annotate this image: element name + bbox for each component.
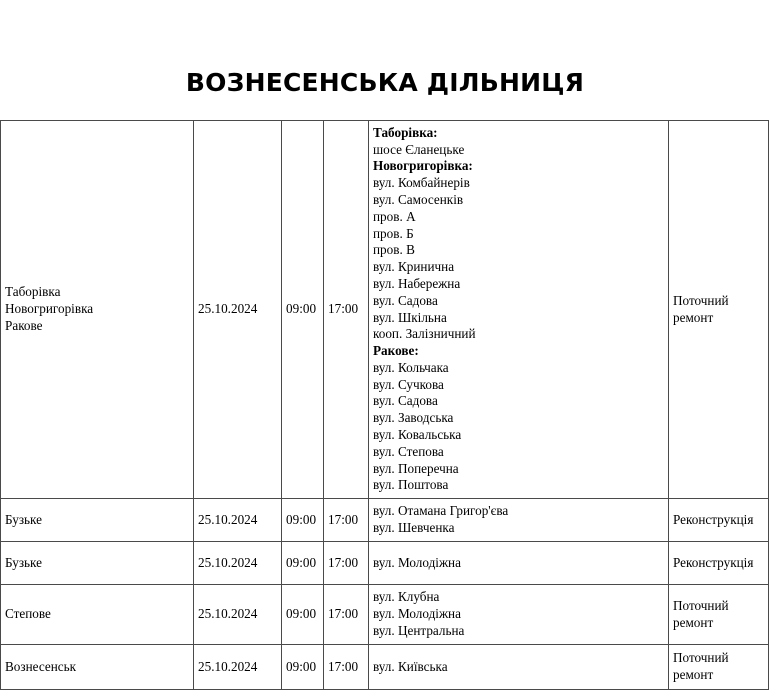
cell-line: Новогригорівка: <box>373 158 473 174</box>
cell-line: вул. Поперечна <box>373 460 459 476</box>
cell-line: вул. Шкільна <box>373 309 447 325</box>
cell-line: ремонт <box>673 667 714 682</box>
cell-line: вул. Кольчака <box>373 359 449 375</box>
streets-cell <box>369 542 669 585</box>
settlement-cell <box>1 121 194 499</box>
cell-line: вул. Самосенків <box>373 191 464 207</box>
time-to-cell: 17:00 <box>324 499 369 542</box>
cell-line: Поточний <box>673 597 729 613</box>
cell-line: вул. Клубна <box>373 589 440 605</box>
time-to-cell: 17:00 <box>324 542 369 585</box>
work-type-cell <box>669 121 769 499</box>
time-from-cell: 09:00 <box>282 121 324 499</box>
cell-line: Степове <box>5 606 51 622</box>
table-row <box>1 585 769 645</box>
cell-line: Бузьке <box>5 511 42 527</box>
cell-line: Ракове <box>5 317 43 333</box>
cell-line: вул. Центральна <box>373 622 465 638</box>
work-type-cell <box>669 645 769 690</box>
date-cell: 25.10.2024 <box>194 121 282 499</box>
cell-line: пров. Б <box>373 225 414 241</box>
cell-line: вул. Молодіжна <box>373 554 461 570</box>
cell-line: Таборівка <box>5 284 61 300</box>
page-title: ВОЗНЕСЕНСЬКА ДІЛЬНИЦЯ <box>185 68 585 97</box>
time-from-cell: 09:00 <box>282 542 324 585</box>
cell-line: пров. В <box>373 242 415 258</box>
table-row <box>1 499 769 542</box>
cell-line: вул. Набережна <box>373 275 461 291</box>
cell-line: Ракове: <box>373 343 419 359</box>
settlement-cell <box>1 542 194 585</box>
cell-line: вул. Кринична <box>373 259 455 275</box>
cell-line: Бузьке <box>5 554 42 570</box>
time-from-cell: 09:00 <box>282 645 324 690</box>
cell-line: Таборівка: <box>373 124 438 140</box>
cell-line: ремонт <box>673 614 714 630</box>
cell-line: вул. Ковальська <box>373 427 462 443</box>
cell-line: вул. Поштова <box>373 477 449 493</box>
time-to-cell: 17:00 <box>324 585 369 645</box>
table-body <box>1 121 769 690</box>
time-to-cell: 17:00 <box>324 645 369 690</box>
date-cell: 25.10.2024 <box>194 542 282 585</box>
streets-cell <box>369 121 669 499</box>
settlement-cell <box>1 585 194 645</box>
cell-line: вул. Молодіжна <box>373 606 461 622</box>
cell-line: кооп. Залізничний <box>373 326 476 342</box>
cell-line: пров. А <box>373 208 416 224</box>
cell-line: Реконструкція <box>673 554 754 570</box>
cell-line: шосе Єланецьке <box>373 141 465 157</box>
cell-line: вул. Комбайнерів <box>373 175 470 191</box>
time-to-cell: 17:00 <box>324 121 369 499</box>
date-cell: 25.10.2024 <box>194 585 282 645</box>
settlement-cell <box>1 645 194 690</box>
cell-line: вул. Київська <box>373 658 448 674</box>
work-type-cell <box>669 585 769 645</box>
settlement-cell <box>1 499 194 542</box>
cell-line: вул. Садова <box>373 292 438 308</box>
cell-line: Поточний <box>673 650 729 666</box>
time-from-cell: 09:00 <box>282 499 324 542</box>
table-row <box>1 645 769 690</box>
table-row <box>1 121 769 499</box>
cell-line: вул. Отамана Григор'єва <box>373 503 509 519</box>
schedule-table <box>0 120 769 690</box>
cell-line: Поточний <box>673 292 729 308</box>
streets-cell <box>369 645 669 690</box>
cell-line: Реконструкція <box>673 511 754 527</box>
cell-line: Новогригорівка <box>5 301 94 317</box>
table-row <box>1 542 769 585</box>
streets-cell <box>369 585 669 645</box>
time-from-cell: 09:00 <box>282 585 324 645</box>
cell-line: вул. Степова <box>373 443 444 459</box>
streets-cell <box>369 499 669 542</box>
work-type-cell <box>669 542 769 585</box>
date-cell: 25.10.2024 <box>194 645 282 690</box>
cell-line: Вознесенськ <box>5 658 77 674</box>
date-cell: 25.10.2024 <box>194 499 282 542</box>
cell-line: ремонт <box>673 309 714 325</box>
cell-line: вул. Шевченка <box>373 520 455 535</box>
work-type-cell <box>669 499 769 542</box>
cell-line: вул. Садова <box>373 393 438 409</box>
cell-line: вул. Сучкова <box>373 376 444 392</box>
cell-line: вул. Заводська <box>373 410 454 426</box>
